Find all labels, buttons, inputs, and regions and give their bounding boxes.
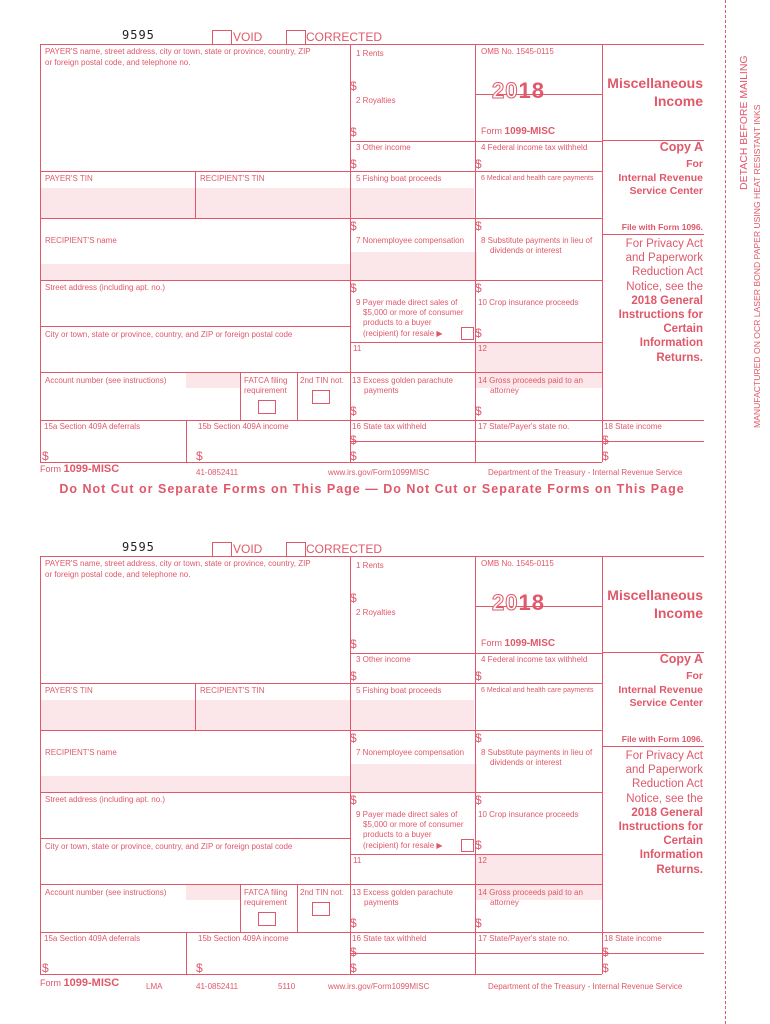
detach-cut-line [725,0,726,1024]
do-not-cut-warning: Do Not Cut or Separate Forms on This Page — Do Not Cut or Separate Forms on This Page [59,482,685,496]
box2-dollar: $ [350,637,357,651]
recipient-name-label: RECIPIENT'S name [45,236,117,245]
footer-website: www.irs.gov/Form1099MISC [328,982,430,991]
box10-dollar: $ [475,838,482,852]
fatca-checkbox[interactable] [258,400,276,414]
corrected-checkbox[interactable] [286,542,306,557]
box16-label: 16 State tax withheld [352,422,427,431]
box6-dollar: $ [475,219,482,233]
box15b-label: 15b Section 409A income [198,422,289,431]
recipient-name-label: RECIPIENT'S name [45,748,117,757]
box9-checkbox[interactable] [461,839,474,852]
omb-number: OMB No. 1545-0115 [481,559,554,568]
box7-shade [351,764,477,792]
box1-label: 1 Rents [356,49,384,58]
payer-name-label-cont: or foreign postal code, and telephone no. [45,58,191,67]
copy-a-label: Copy A [659,652,703,666]
second-tin-checkbox[interactable] [312,390,330,404]
tin-entry-shade [41,700,474,730]
box7-dollar: $ [350,281,357,295]
void-checkbox[interactable] [212,30,232,45]
box9-checkbox[interactable] [461,327,474,340]
omb-number: OMB No. 1545-0115 [481,47,554,56]
box8-label-2: dividends or interest [490,246,562,255]
account-shade [186,884,240,900]
box8-dollar: $ [475,281,482,295]
fatca-label-cont: requirement [244,386,287,395]
box17-label: 17 State/Payer's state no. [478,934,570,943]
box14-label: 14 Gross proceeds paid to an [478,888,583,897]
payer-name-label: PAYER'S name, street address, city or town, state or province, country, ZIP [45,559,311,568]
box11-label: 11 [353,856,362,865]
footer-code-5110: 5110 [278,982,296,991]
box14-dollar: $ [475,916,482,930]
box10-label: 10 Crop insurance proceeds [478,810,579,819]
recipient-tin-label: RECIPIENT'S TIN [200,174,265,183]
box18-label: 18 State income [604,422,662,431]
corrected-checkbox[interactable] [286,30,306,45]
tax-year: 2018 [492,78,545,103]
box18-dollar-1: $ [602,945,609,959]
footer-form-label: Form 1099-MISC [40,463,120,475]
box12-label: 12 [478,856,487,865]
box7-shade [351,252,477,280]
tin-entry-shade [41,188,474,218]
form-1099-misc-copy-a-bottom [40,538,704,1018]
box13-dollar: $ [350,404,357,418]
box9-label: 9 Payer made direct sales of [356,810,458,819]
box7-dollar: $ [350,793,357,807]
box12-label: 12 [478,344,487,353]
box10-label: 10 Crop insurance proceeds [478,298,579,307]
box6-label: 6 Medical and health care payments [481,175,594,182]
fatca-label: FATCA filing [244,888,288,897]
recipient-name-shade [41,776,350,792]
box18-label: 18 State income [604,934,662,943]
form-title: Miscellaneous Income [607,75,703,109]
box16-dollar-1: $ [350,945,357,959]
file-with-1096: File with Form 1096. [621,734,703,744]
box15a-label: 15a Section 409A deferrals [44,934,141,943]
city-state-zip-label: City or town, state or province, country, and ZIP or foreign postal code [45,330,293,339]
box4-dollar: $ [475,669,482,683]
box16-dollar-2: $ [350,449,357,463]
street-address-label: Street address (including apt. no.) [45,283,166,292]
box13-label-2: payments [364,898,399,907]
tax-year: 2018 [492,590,545,615]
box15a-dollar: $ [42,961,49,975]
box9-label-3: products to a buyer [363,830,432,839]
box4-label: 4 Federal income tax withheld [481,655,588,664]
for-label: For [686,670,703,682]
box9-label-2: $5,000 or more of consumer [363,820,464,829]
footer-form-label: Form 1099-MISC [40,977,120,989]
box2-label: 2 Royalties [356,608,396,617]
box1-label: 1 Rents [356,561,384,570]
box15b-dollar: $ [196,961,203,975]
account-number-label: Account number (see instructions) [45,888,167,897]
payer-tin-label: PAYER'S TIN [45,174,93,183]
box3-label: 3 Other income [356,655,411,664]
recipient-name-shade [41,264,350,280]
box5-label: 5 Fishing boat proceeds [356,174,442,183]
payer-tin-label: PAYER'S TIN [45,686,93,695]
box13-label: 13 Excess golden parachute [352,888,453,897]
box17-label: 17 State/Payer's state no. [478,422,570,431]
irs-center-label: Internal Revenue Service Center [618,172,703,197]
box14-label: 14 Gross proceeds paid to an [478,376,583,385]
account-shade [186,372,240,388]
privacy-notice: For Privacy Act and Paperwork Reduction Act Notice, see the 2018 General Instructions for Certain Information Returns. [618,750,703,876]
fatca-checkbox[interactable] [258,912,276,926]
box3-dollar: $ [350,669,357,683]
payer-name-label: PAYER'S name, street address, city or town, state or province, country, ZIP [45,47,311,56]
second-tin-label: 2nd TIN not. [300,888,344,897]
box3-label: 3 Other income [356,143,411,152]
privacy-notice: For Privacy Act and Paperwork Reduction Act Notice, see the 2018 General Instructions for Certain Information Returns. [618,238,703,364]
box9-label-4: (recipient) for resale ▶ [363,329,443,338]
corrected-label: CORRECTED [306,542,383,556]
footer-cat-no: 41-0852411 [196,982,239,991]
box3-dollar: $ [350,157,357,171]
box5-label: 5 Fishing boat proceeds [356,686,442,695]
box14-label-2: attorney [490,386,519,395]
box9-label-3: products to a buyer [363,318,432,327]
irs-center-label: Internal Revenue Service Center [618,684,703,709]
second-tin-label: 2nd TIN not. [300,376,344,385]
form-code-9595: 9595 [122,28,155,42]
form-code-9595: 9595 [122,540,155,554]
account-number-label: Account number (see instructions) [45,376,167,385]
box16-label: 16 State tax withheld [352,934,427,943]
form-label-box: Form 1099-MISC [481,638,556,649]
box18-dollar-2: $ [602,449,609,463]
box15a-dollar: $ [42,449,49,463]
corrected-label: CORRECTED [306,30,383,44]
box15b-dollar: $ [196,449,203,463]
void-label: VOID [233,30,263,44]
box14-label-2: attorney [490,898,519,907]
box9-label-4: (recipient) for resale ▶ [363,841,443,850]
void-checkbox[interactable] [212,542,232,557]
box18-dollar-2: $ [602,961,609,975]
void-label: VOID [233,542,263,556]
box8-label-2: dividends or interest [490,758,562,767]
box16-dollar-1: $ [350,433,357,447]
box13-label: 13 Excess golden parachute [352,376,453,385]
footer-department: Department of the Treasury - Internal Revenue Service [488,982,683,991]
box1-dollar: $ [350,591,357,605]
fatca-label-cont: requirement [244,898,287,907]
city-state-zip-label: City or town, state or province, country, and ZIP or foreign postal code [45,842,293,851]
box13-label-2: payments [364,386,399,395]
box9-label-2: $5,000 or more of consumer [363,308,464,317]
box15b-label: 15b Section 409A income [198,934,289,943]
box8-dollar: $ [475,793,482,807]
box1-dollar: $ [350,79,357,93]
box5-dollar: $ [350,731,357,745]
street-address-label: Street address (including apt. no.) [45,795,166,804]
fatca-label: FATCA filing [244,376,288,385]
form-1099-misc-copy-a-top [40,26,704,506]
box4-dollar: $ [475,157,482,171]
box4-label: 4 Federal income tax withheld [481,143,588,152]
footer-department: Department of the Treasury - Internal Revenue Service [488,468,683,477]
box11-label: 11 [353,344,362,353]
box7-label: 7 Nonemployee compensation [356,748,465,757]
box5-dollar: $ [350,219,357,233]
form-label-box: Form 1099-MISC [481,126,556,137]
for-label: For [686,158,703,170]
payer-name-label-cont: or foreign postal code, and telephone no. [45,570,191,579]
box18-dollar-1: $ [602,433,609,447]
footer-website: www.irs.gov/Form1099MISC [328,468,430,477]
form-title: Miscellaneous Income [607,587,703,621]
manufactured-paper-text: MANUFACTURED ON OCR LASER BOND PAPER USING HEAT RESISTANT INKS [752,104,762,428]
footer-lma: LMA [146,982,163,991]
footer-cat-no: 41-0852411 [196,468,239,477]
recipient-tin-label: RECIPIENT'S TIN [200,686,265,695]
box6-label: 6 Medical and health care payments [481,687,594,694]
file-with-1096: File with Form 1096. [621,222,703,232]
box16-dollar-2: $ [350,961,357,975]
copy-a-label: Copy A [659,140,703,154]
box2-label: 2 Royalties [356,96,396,105]
box15a-label: 15a Section 409A deferrals [44,422,141,431]
detach-before-mailing-text: DETACH BEFORE MAILING [738,55,750,190]
box7-label: 7 Nonemployee compensation [356,236,465,245]
second-tin-checkbox[interactable] [312,902,330,916]
box8-label: 8 Substitute payments in lieu of [481,236,593,245]
box8-label: 8 Substitute payments in lieu of [481,748,593,757]
box14-dollar: $ [475,404,482,418]
box6-dollar: $ [475,731,482,745]
box2-dollar: $ [350,125,357,139]
box10-dollar: $ [475,326,482,340]
box13-dollar: $ [350,916,357,930]
box9-label: 9 Payer made direct sales of [356,298,458,307]
